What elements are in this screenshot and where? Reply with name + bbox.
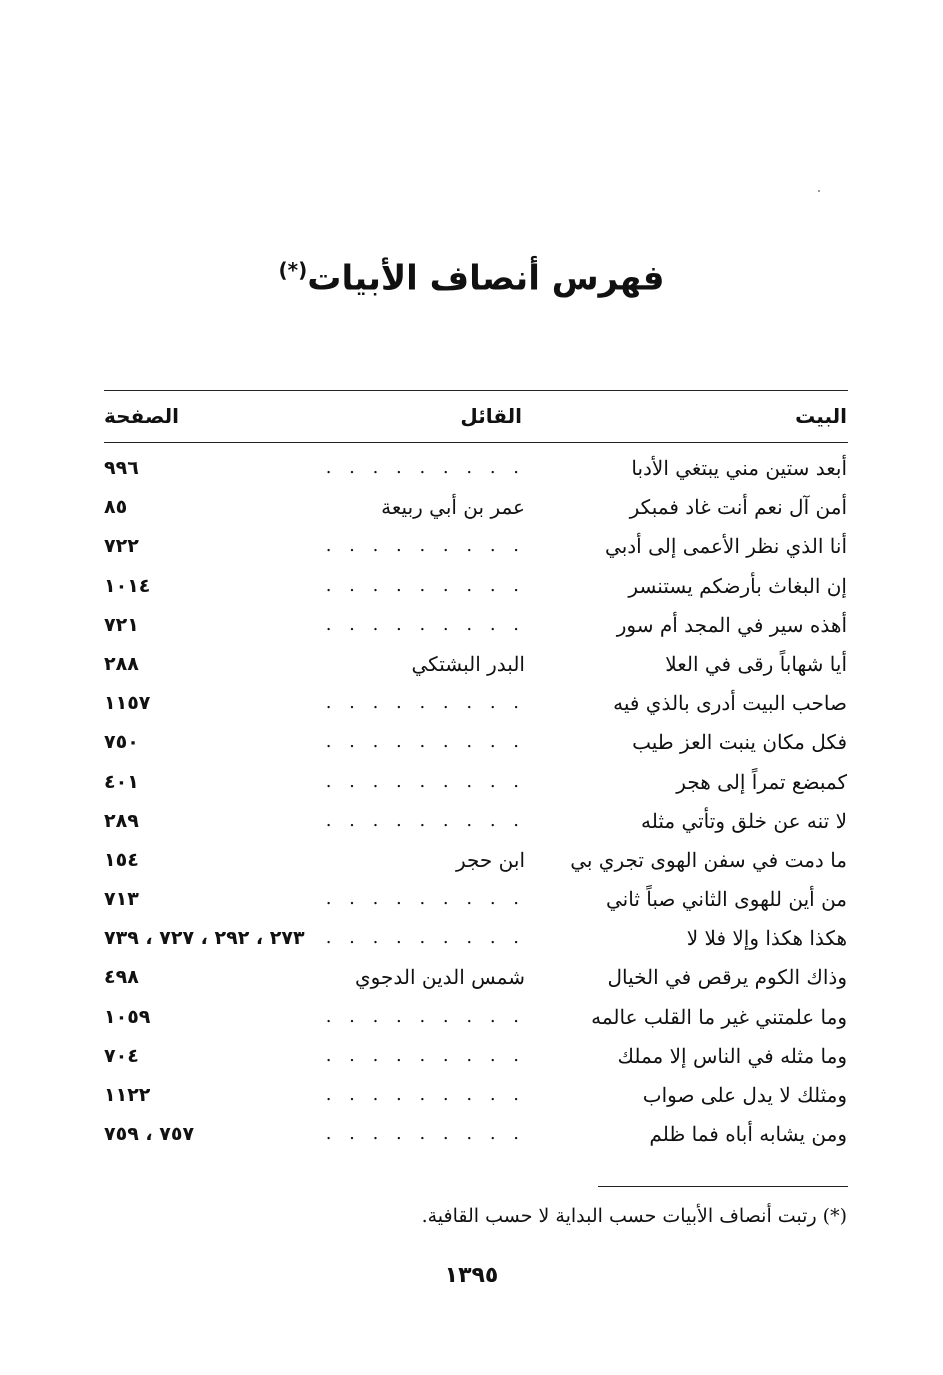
page-numbers: ١٥٤ [104, 848, 139, 871]
speaker-cell: . . . . . . . . . [325, 1123, 525, 1145]
table-top-rule [104, 390, 848, 391]
page-numbers: ٢٨٩ [104, 809, 139, 832]
page-numbers: ٢٧٣ ، ٢٩٢ ، ٧٢٧ ، ٧٣٩ [104, 927, 305, 950]
page-numbers: ٧٢٢ [104, 535, 139, 558]
title-text: فهرس أنصاف الأبيات [307, 258, 665, 299]
speaker-cell: . . . . . . . . . [325, 457, 525, 478]
header-page: الصفحة [104, 404, 180, 428]
page-numbers: ٧٠٤ [104, 1044, 139, 1067]
verse-cell: لا تنه عن خلق وتأتي مثله [641, 808, 847, 833]
page-cell [104, 1077, 334, 1113]
page-cell [104, 1038, 334, 1074]
table-row [0, 920, 943, 959]
page-numbers: ١٠٥٩ [104, 1005, 151, 1028]
stray-mark [818, 190, 820, 192]
table-row [0, 450, 943, 489]
verse-cell: أنا الذي نظر الأعمى إلى أدبي [605, 534, 847, 559]
table-row [0, 881, 943, 920]
speaker-cell: . . . . . . . . . [325, 535, 525, 557]
page-cell [104, 842, 334, 878]
table-row [0, 803, 943, 842]
page-numbers: ٩٩٦ [104, 457, 139, 479]
page-cell [104, 568, 334, 604]
verse-cell: كمبضع تمراً إلى هجر [676, 769, 847, 794]
page-numbers: ٧٢١ [104, 613, 139, 636]
verse-cell: وما علمتني غير ما القلب عالمه [591, 1004, 847, 1029]
page-cell [104, 450, 334, 486]
page-number: ١٣٩٥ [444, 1263, 499, 1288]
table-row [0, 959, 943, 998]
table-row [0, 607, 943, 646]
speaker-cell: . . . . . . . . . [325, 731, 525, 753]
speaker-cell: . . . . . . . . . [325, 692, 525, 714]
verse-cell: وما مثله في الناس إلا مملك [617, 1043, 847, 1068]
verse-cell: أمن آل نعم أنت غاد فمبكر [629, 495, 847, 520]
speaker-cell: شمس الدين الدجوي [355, 965, 525, 990]
speaker-cell: . . . . . . . . . [325, 927, 525, 949]
speaker-cell: . . . . . . . . . [325, 1084, 525, 1105]
page-cell [104, 999, 334, 1035]
verse-cell: إن البغاث بأرضكم يستنسر [628, 573, 847, 598]
verse-cell: ما دمت في سفن الهوى تجري بي [570, 847, 847, 872]
page-numbers: ١٠١٤ [104, 574, 151, 597]
speaker-cell: . . . . . . . . . [325, 1005, 525, 1027]
speaker-cell: . . . . . . . . . [325, 809, 525, 831]
speaker-cell: البدر البشتكي [411, 651, 525, 676]
page-cell [104, 1116, 334, 1152]
page-cell [104, 724, 334, 760]
verse-cell: فكل مكان ينبت العز طيب [632, 730, 847, 755]
footnote: (*) رتبت أنصاف الأبيات حسب البداية لا حسب القافية. [421, 1205, 847, 1227]
table-row [0, 568, 943, 607]
table-row [0, 999, 943, 1038]
header-verse: البيت [795, 404, 847, 428]
page-cell [104, 764, 334, 800]
verse-cell: ومثلك لا يدل على صواب [642, 1083, 847, 1107]
page-numbers: ٤٠١ [104, 770, 139, 793]
page-cell [104, 685, 334, 721]
speaker-cell: . . . . . . . . . [325, 888, 525, 910]
verse-cell: أيا شهاباً رقى في العلا [665, 651, 847, 676]
speaker-cell: ابن حجر [455, 847, 525, 872]
page-numbers: ١١٥٧ [104, 692, 151, 715]
title-footnote-mark: (*) [278, 258, 308, 282]
table-row [0, 646, 943, 685]
page-numbers: ٨٥ [104, 496, 128, 519]
page-numbers: ٤٩٨ [104, 966, 139, 989]
page-numbers: ٧٥٧ ، ٧٥٩ [104, 1123, 195, 1146]
page-cell [104, 489, 334, 525]
verse-cell: صاحب البيت أدرى بالذي فيه [613, 691, 847, 716]
table-row [0, 528, 943, 567]
index-table [0, 450, 943, 1155]
page-title [0, 240, 943, 308]
page-cell [104, 607, 334, 643]
table-row [0, 685, 943, 724]
table-row [0, 724, 943, 763]
speaker-cell: . . . . . . . . . [325, 1044, 525, 1066]
page-cell [104, 959, 334, 995]
verse-cell: وذاك الكوم يرقص في الخيال [607, 965, 847, 990]
page-numbers: ٧٥٠ [104, 731, 139, 754]
table-row [0, 842, 943, 881]
table-row [0, 764, 943, 803]
table-row [0, 489, 943, 528]
page-cell [104, 646, 334, 682]
speaker-cell: . . . . . . . . . [325, 770, 525, 792]
verse-cell: أهذه سير في المجد أم سور [616, 612, 847, 637]
footnote-rule [598, 1186, 848, 1187]
page-cell [104, 920, 334, 956]
table-row [0, 1077, 943, 1116]
verse-cell: هكذا هكذا وإلا فلا لا [686, 926, 847, 951]
page-numbers: ١١٢٢ [104, 1084, 151, 1106]
verse-cell: ومن يشابه أباه فما ظلم [649, 1122, 847, 1147]
verse-cell: أبعد ستين مني يبتغي الأدبا [631, 456, 847, 480]
page-cell [104, 803, 334, 839]
speaker-cell: . . . . . . . . . [325, 613, 525, 635]
page-cell [104, 528, 334, 564]
header-speaker: القائل [460, 404, 522, 428]
page-numbers: ٢٨٨ [104, 652, 139, 675]
table-row [0, 1038, 943, 1077]
page-cell [104, 881, 334, 917]
speaker-cell: عمر بن أبي ربيعة [381, 495, 525, 520]
table-header-rule [104, 442, 848, 443]
verse-cell: من أين للهوى الثاني صباً ثاني [605, 887, 847, 912]
speaker-cell: . . . . . . . . . [325, 574, 525, 596]
page-numbers: ٧١٣ [104, 888, 139, 911]
table-row [0, 1116, 943, 1155]
